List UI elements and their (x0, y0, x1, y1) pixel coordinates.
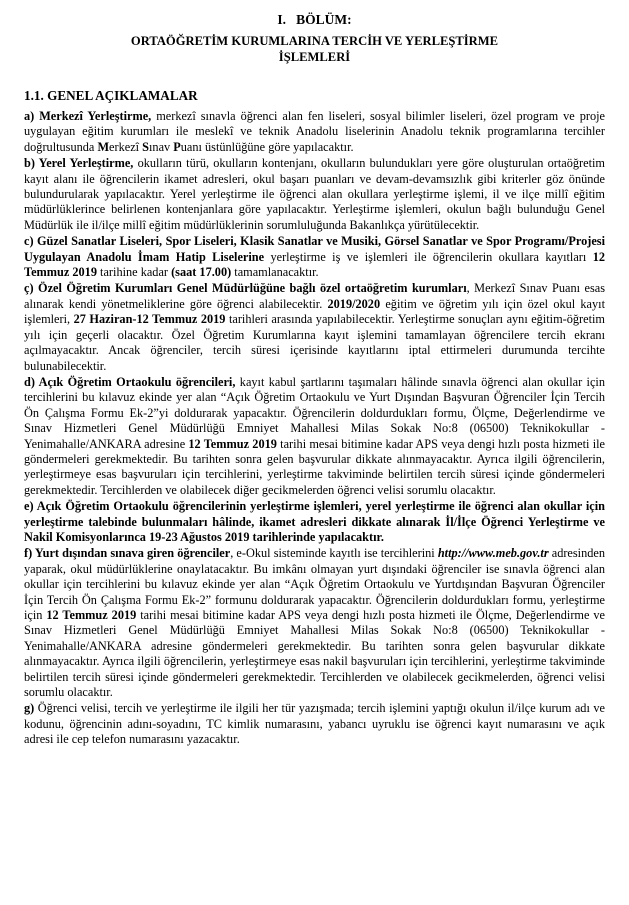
paragraph-c-text-2: tarihine kadar (96, 265, 172, 280)
paragraph-c-text-3: tamamlanacaktır. (231, 265, 319, 280)
paragraph-c (24, 234, 605, 280)
paragraph-cc-label: ç) Özel Öğretim Kurumları Genel Müdürlüğüne bağlı özel ortaöğretim kurumları (24, 281, 467, 296)
paragraph-c-date: 12 Temmuz 2019 (24, 249, 605, 280)
paragraph-b-label: b) Yerel Yerleştirme, (24, 156, 134, 171)
paragraph-a-bold-s: S (142, 139, 149, 154)
paragraph-a-text: merkezî sınavla öğrenci alan fen liseleri, sosyal bilimler liseleri, özel program ve proje uygulayan eğitim kurumları ile meslekî ve teknik Anadolu liselerinin Anadolu teknik programlarına tercihler doğrultusunda (24, 109, 605, 154)
paragraph-f-label: f) Yurt dışından sınava giren öğrenciler (24, 546, 231, 561)
paragraph-g-text: Öğrenci velisi, tercih ve yerleştirme ile ilgili her tür yazışmada; tercih işlemini yaptığı okulun il/ilçe kurum adı ve kodunu, öğrencinin adını-soyadını, TC kimlik numarasını, yabancı uyruklu ise öğrenci kayıt numarasını ve açık adresi ile cep telefon numarasını yazacaktır. (24, 701, 605, 747)
paragraph-a-text-2: erkezî (109, 139, 143, 154)
paragraph-cc-date-range: 27 Haziran-12 Temmuz 2019 (73, 312, 226, 327)
paragraph-f (24, 546, 605, 700)
section-heading: 1.1. GENEL AÇIKLAMALAR (24, 88, 198, 103)
paragraph-f-text: , e-Okul sisteminde kayıtlı ise tercihlerini (230, 546, 438, 561)
paragraph-cc-text: , Merkezî Sınav Puanı esas alınarak kendi yönetmeliklerine göre öğrenci alabilecektir. (24, 281, 605, 311)
paragraph-d (24, 375, 605, 498)
paragraph-f-url: http://www.meb.gov.tr (437, 546, 549, 561)
paragraph-b-text: okulların türü, okulların kontenjanı, okulların bulundukları yere göre oluşturulan ortaöğretim kayıt alanı ile öğrencilerin ikamet adresleri, okul başarı puanları ve devam-devamsızlık gibi kriterler göz önünde bulundurularak yapılacaktır. Yerel yerleştirme ile öğrenci alan okullara yerleştirme işlemi, il ve ilçe millî eğitim müdürlüklerince belirlenen kontenjanlara göre yapılacaktır. Yerleştirme işlemleri, okulun bağlı bulunduğu Genel Müdürlük ile il/ilçe millî eğitim müdürlüklerinin sorumluluğunda Bakanlıkça yürütülecektir. (24, 156, 606, 232)
paragraph-cc-year: 2019/2020 (327, 296, 381, 311)
chapter-title (24, 34, 605, 65)
paragraph-a-text-3: ınav (149, 139, 174, 154)
paragraph-a-label: a) Merkezî Yerleştirme, (24, 109, 152, 123)
paragraph-cc (24, 281, 605, 373)
paragraph-f-date: 12 Temmuz 2019 (46, 608, 137, 622)
paragraph-g-label: g) (24, 701, 35, 716)
paragraph-cc-text-2: eğitim ve öğretim yılı için özel okul kayıt işlemleri, (24, 296, 605, 327)
paragraph-a-bold-m: M (97, 139, 110, 154)
paragraph-d-date: 12 Temmuz 2019 (188, 436, 277, 451)
paragraph-cc-text-3: tarihleri arasında yapılabilecektir. Yerleştirme sonuçları aynı eğitim-öğretim yılı için geçerli olacaktır. Özel Öğretim Kurumlarına kayıt işlemini tamamlayan öğrencilere tercih ekranı açılmayacaktır. Ancak öğrenciler, tercih süresi içerisinde kayıtlarını iptal ettirmeleri durumunda tercihte bulunabilecektir. (24, 312, 605, 373)
paragraph-a (24, 109, 605, 155)
paragraph-e: e) Açık Öğretim Ortaokulu öğrencilerinin yerleştirme işlemleri, yerel yerleştirme ile öğrenci alan okullar için yerleştirme talebinde bulunmaları hâlinde, ikamet adresleri dikkate alınarak İl/İlçe Öğrenci Yerleştirme ve Nakil Komisyonlarınca 19-23 Ağustos 2019 tarihlerinde yapılacaktır. (24, 499, 605, 544)
paragraph-a-text-4: uanı üstünlüğüne göre yapılacaktır. (180, 139, 354, 154)
paragraph-c-label: c) Güzel Sanatlar Liseleri, Spor Liseleri, Klasik Sanatlar ve Musiki, Görsel Sanatlar ve Spor Programı/Projesi Uygulayan Anadolu İmam Hatip Liselerine (24, 234, 605, 264)
paragraph-b (24, 156, 605, 233)
paragraph-f-text-3: tarihi mesai bitimine kadar APS veya dengi hızlı posta hizmeti ile Ölçme, Değerlendirme ve Sınav Hizmetleri Genel Müdürlüğü Emniyet Mahallesi Milas Sokak No:8 (06500) Teknikokullar - Yenimahalle/ANKARA adresine göndermeleri gerekmektedir. Bu tarihten sonra gelen başvurular dikkate alınmayacaktır. Ayrıca ilgili öğrencilerin, yerleştirmeye esas nakil başvuruları için tercihlerini, yerleştirme takviminde belirtilen tercih süresi içinde göndermeleri gerekmektedir. Tercihlerden ve olabilecek gecikmelerden, öğrenci velisi sorumlu olacaktır. (24, 608, 605, 700)
paragraph-c-text: yerleştirme iş ve işlemleri ile öğrencilerin okullara kayıtları (264, 249, 593, 264)
paragraph-g (24, 701, 605, 747)
chapter-number: I. (277, 12, 287, 27)
chapter-label: BÖLÜM: (296, 12, 352, 27)
paragraph-a-bold-p: P (173, 139, 181, 154)
paragraph-d-text: kayıt kabul şartlarını taşımaları hâlinde sınavla öğrenci alan okullar için tercihlerini bu kılavuz ekinde yer alan “Açık Öğretim Ortaokulu ve Yurt Dışından Başvuran Öğrenciler İçin Tercih Ön Çalışma Formu Ek-2”yi doldurarak yapacaktır. Öğrencilerin doldurdukları formu, Ölçme, Değerlendirme ve Sınav Hizmetleri Genel Müdürlüğü Emniyet Mahallesi Milas Sokak No:8 (06500) Teknikokullar - Yenimahalle/ANKARA adresine (24, 374, 605, 451)
paragraph-c-time: (saat 17.00) (171, 265, 232, 280)
paragraph-f-text-2: adresinden yaparak, okul müdürlüklerine onaylatacaktır. Bu imkânı olmayan yurt dışındaki öğrenciler ise sınavla öğrenci alan okullar için tercihlerini bu kılavuz ekinde yer alan “Açık Öğretim Ortaokulu ve Yurtdışından Başvuran Öğrenciler İçin Tercih Ön Çalışma Formu Ek-2” formunu doldurarak yapacaktır. Öğrencilerin doldurdukları formu, yerleştirme için (24, 546, 605, 622)
chapter-title-line1: ORTAÖĞRETİM KURUMLARINA TERCİH VE YERLEŞTİRME (130, 34, 499, 48)
chapter-title-line2: İŞLEMLERİ (278, 49, 351, 64)
paragraph-d-text-2: tarihi mesai bitimine kadar APS veya dengi hızlı posta hizmeti ile göndermeleri gerekmektedir. Bu tarihten sonra gelen başvurular dikkate alınmayacaktır. Ayrıca ilgili öğrencilerin, yerleştirmeye esas başvuruları için tercihlerini, yerleştirme takviminde belirtilen tercih süresi içinde göndermeleri gerekmektedir. Tercihlerden ve olabilecek diğer gecikmelerden öğrenci velisi sorumlu olacaktır. (24, 436, 605, 497)
chapter-heading (24, 12, 605, 28)
paragraph-d-label: d) Açık Öğretim Ortaokulu öğrencileri, (24, 374, 236, 389)
